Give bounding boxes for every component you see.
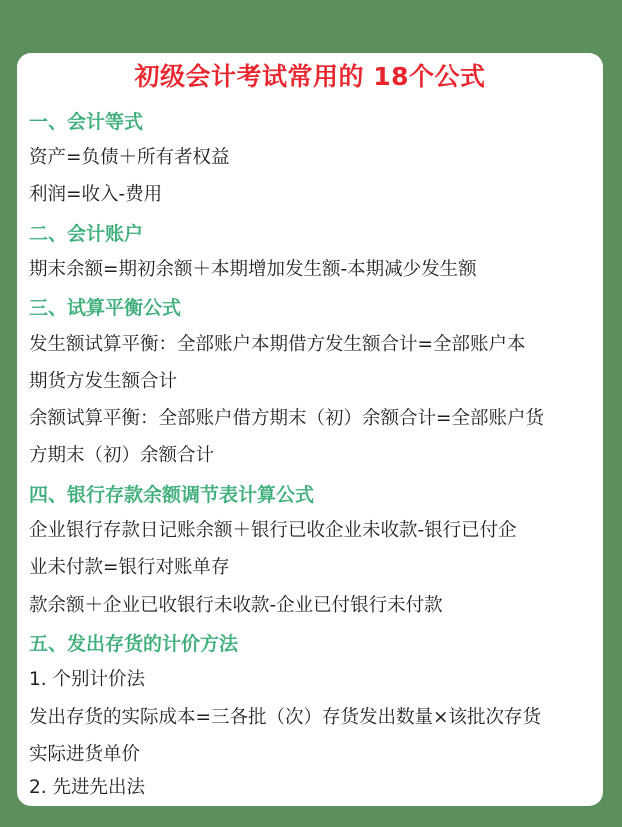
section-heading-accounting-accounts: 二、会计账户 — [29, 223, 144, 245]
formula-line: 方期末（初）余额合计 — [29, 445, 215, 466]
section-heading-inventory-valuation: 五、发出存货的计价方法 — [29, 633, 239, 655]
section-heading-bank-reconciliation: 四、银行存款余额调节表计算公式 — [29, 484, 315, 506]
page-title: 初级会计考试常用的 18个公式 — [134, 62, 486, 91]
formula-line: 余额试算平衡：全部账户借方期末（初）余额合计=全部账户货 — [29, 408, 545, 429]
formula-line: 发生额试算平衡：全部账户本期借方发生额合计=全部账户本 — [29, 334, 526, 355]
formula-line: 期货方发生额合计 — [29, 371, 178, 392]
formula-line: 期末余额=期初余额＋本期增加发生额-本期减少发生额 — [29, 259, 477, 280]
list-item: 2. 先进先出法 — [29, 777, 146, 798]
formula-card — [17, 53, 603, 806]
formula-line: 实际进货单价 — [29, 744, 141, 765]
formula-line: 企业银行存款日记账余额＋银行已收企业未收款-银行已付企 — [29, 520, 517, 541]
formula-line: 利润=收入-费用 — [29, 184, 163, 205]
formula-line: 业未付款=银行对账单存 — [29, 557, 230, 578]
formula-line: 资产=负债＋所有者权益 — [29, 147, 230, 168]
section-heading-accounting-equation: 一、会计等式 — [29, 111, 144, 133]
list-item: 1. 个别计价法 — [29, 669, 146, 690]
formula-line: 发出存货的实际成本=三各批（次）存货发出数量×该批次存货 — [29, 707, 542, 728]
section-heading-trial-balance: 三、试算平衡公式 — [29, 297, 182, 319]
formula-line: 款余额＋企业已收银行未收款-企业已付银行未付款 — [29, 595, 443, 616]
